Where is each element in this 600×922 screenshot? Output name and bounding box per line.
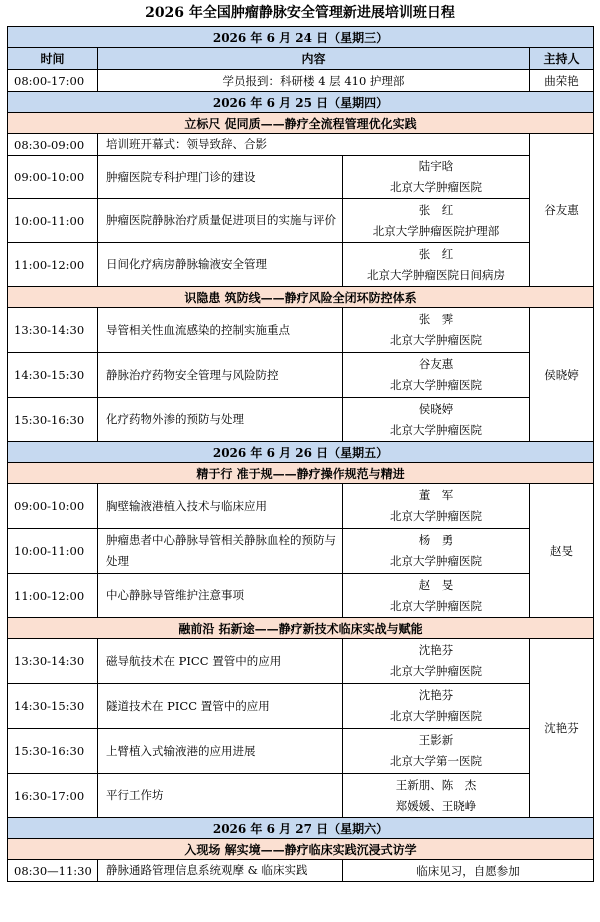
speaker-cell [343,684,530,729]
day-header-row [8,818,594,839]
time-cell: 15:30-16:30 [8,398,98,442]
header-content: 内容 [98,48,530,70]
table-row [8,774,594,818]
section-header-row [8,618,594,639]
speaker-name: 赵 旻 [418,577,454,592]
speaker-org: 北京大学肿瘤医院护理部 [372,223,500,238]
table-row [8,134,594,156]
day-label: 2026 年 6 月 27 日（星期六） [8,818,594,839]
speaker-cell [343,308,530,353]
topic-cell: 肿瘤医院静脉治疗质量促进项目的实施与评价 [98,199,343,243]
topic-cell: 导管相关性血流感染的控制实施重点 [98,308,343,353]
speaker-name: 沈艳芬 [418,688,454,702]
speaker-name: 董 军 [418,488,454,502]
topic-cell: 磁导航技术在 PICC 置管中的应用 [98,639,343,684]
host-cell: 谷友惠 [530,134,594,287]
note-cell: 临床见习，自愿参加 [343,860,594,882]
day-label: 2026 年 6 月 26 日（星期五） [8,442,594,463]
table-row [8,398,594,442]
speaker-org: 北京大学肿瘤医院 [390,333,482,347]
topic-cell: 培训班开幕式：领导致辞、合影 [98,134,530,156]
speaker-org: 北京大学肿瘤医院 [390,598,482,613]
time-cell: 08:00-17:00 [8,70,98,92]
topic-cell: 肿瘤患者中心静脉导管相关静脉血栓的预防与处理 [98,529,343,574]
speaker-name: 杨 勇 [418,533,454,547]
speaker-cell [343,639,530,684]
speaker-cell [343,529,530,574]
table-row [8,484,594,529]
speaker-cell [343,398,530,442]
time-cell: 10:00-11:00 [8,529,98,574]
section-header-row [8,287,594,308]
table-row [8,639,594,684]
speaker-org: 北京大学肿瘤医院 [390,180,482,194]
section-title: 立标尺 促同质——静疗全流程管理优化实践 [8,113,594,134]
table-row [8,353,594,398]
day-header-row [8,442,594,463]
speaker-org: 北京大学肿瘤医院 [390,709,482,723]
topic-cell: 静脉治疗药物安全管理与风险防控 [98,353,343,398]
host-cell: 沈艳芬 [530,639,594,818]
speaker-name: 王影新 [418,733,454,747]
day-label: 2026 年 6 月 25 日（星期四） [8,92,594,113]
topic-cell: 中心静脉导管维护注意事项 [98,574,343,618]
speaker-org: 北京大学肿瘤医院 [390,664,482,678]
host-cell: 曲荣艳 [530,70,594,92]
speaker-name: 张 霁 [418,312,454,326]
header-time: 时间 [8,48,98,70]
speaker-name: 张 红 [418,246,454,261]
time-cell: 13:30-14:30 [8,639,98,684]
time-cell: 11:00-12:00 [8,574,98,618]
speaker-cell [343,729,530,774]
speaker-org: 北京大学肿瘤医院日间病房 [367,267,505,282]
time-cell: 09:00-10:00 [8,484,98,529]
topic-cell: 化疗药物外渗的预防与处理 [98,398,343,442]
time-cell: 09:00-10:00 [8,156,98,199]
time-cell: 14:30-15:30 [8,684,98,729]
topic-cell: 肿瘤医院专科护理门诊的建设 [98,156,343,199]
speaker-cell [343,243,530,287]
time-cell: 08:30—11:30 [8,860,98,882]
time-cell: 08:30-09:00 [8,134,98,156]
table-row [8,156,594,199]
table-row [8,243,594,287]
day-header-row [8,92,594,113]
time-cell: 11:00-12:00 [8,243,98,287]
header-host: 主持人 [530,48,594,70]
speaker-name: 张 红 [418,202,454,217]
speaker-cell [343,156,530,199]
time-cell: 15:30-16:30 [8,729,98,774]
time-cell: 14:30-15:30 [8,353,98,398]
table-row [8,70,594,92]
time-cell: 13:30-14:30 [8,308,98,353]
section-title: 融前沿 拓新途——静疗新技术临床实战与赋能 [8,618,594,639]
table-row [8,529,594,574]
speaker-cell [343,574,530,618]
registration-cell: 学员报到：科研楼 4 层 410 护理部 [98,70,530,92]
speaker-cell [343,774,530,818]
page-title: 2026 年全国肿瘤静脉安全管理新进展培训班日程 [145,5,455,21]
section-title: 精于行 准于规——静疗操作规范与精进 [8,463,594,484]
column-header-row [8,48,594,70]
table-row [8,308,594,353]
speaker-name: 沈艳芬 [418,643,454,657]
speaker-name: 王新朋、陈 杰 [395,777,477,792]
table-row [8,684,594,729]
day-header-row [8,27,594,48]
topic-cell: 日间化疗病房静脉输液安全管理 [98,243,343,287]
host-cell: 赵旻 [530,484,594,618]
section-title: 识隐患 筑防线——静疗风险全闭环防控体系 [8,287,594,308]
speaker-name: 侯晓婷 [418,401,454,416]
time-cell: 16:30-17:00 [8,774,98,818]
schedule-table [7,26,594,882]
table-row [8,729,594,774]
section-header-row [8,113,594,134]
topic-cell: 平行工作坊 [98,774,343,818]
section-header-row [8,463,594,484]
table-row [8,574,594,618]
section-title: 入现场 解实境——静疗临床实践沉浸式访学 [8,839,594,860]
topic-cell: 静脉通路管理信息系统观摩 & 临床实践 [98,860,343,882]
speaker-org: 北京大学肿瘤医院 [390,422,482,437]
speaker-org: 郑媛媛、王晓峥 [395,798,477,813]
speaker-cell [343,484,530,529]
host-cell: 侯晓婷 [530,308,594,442]
table-row [8,199,594,243]
table-row [8,860,594,882]
day-label: 2026 年 6 月 24 日（星期三） [8,27,594,48]
topic-cell: 胸壁输液港植入技术与临床应用 [98,484,343,529]
speaker-org: 北京大学第一医院 [390,754,482,768]
topic-cell: 上臂植入式输液港的应用进展 [98,729,343,774]
speaker-org: 北京大学肿瘤医院 [390,509,482,523]
speaker-cell [343,353,530,398]
speaker-name: 陆宇晗 [418,159,454,173]
section-header-row [8,839,594,860]
speaker-org: 北京大学肿瘤医院 [390,378,482,392]
speaker-name: 谷友惠 [418,357,454,371]
speaker-cell [343,199,530,243]
time-cell: 10:00-11:00 [8,199,98,243]
speaker-org: 北京大学肿瘤医院 [390,554,482,568]
topic-cell: 隧道技术在 PICC 置管中的应用 [98,684,343,729]
